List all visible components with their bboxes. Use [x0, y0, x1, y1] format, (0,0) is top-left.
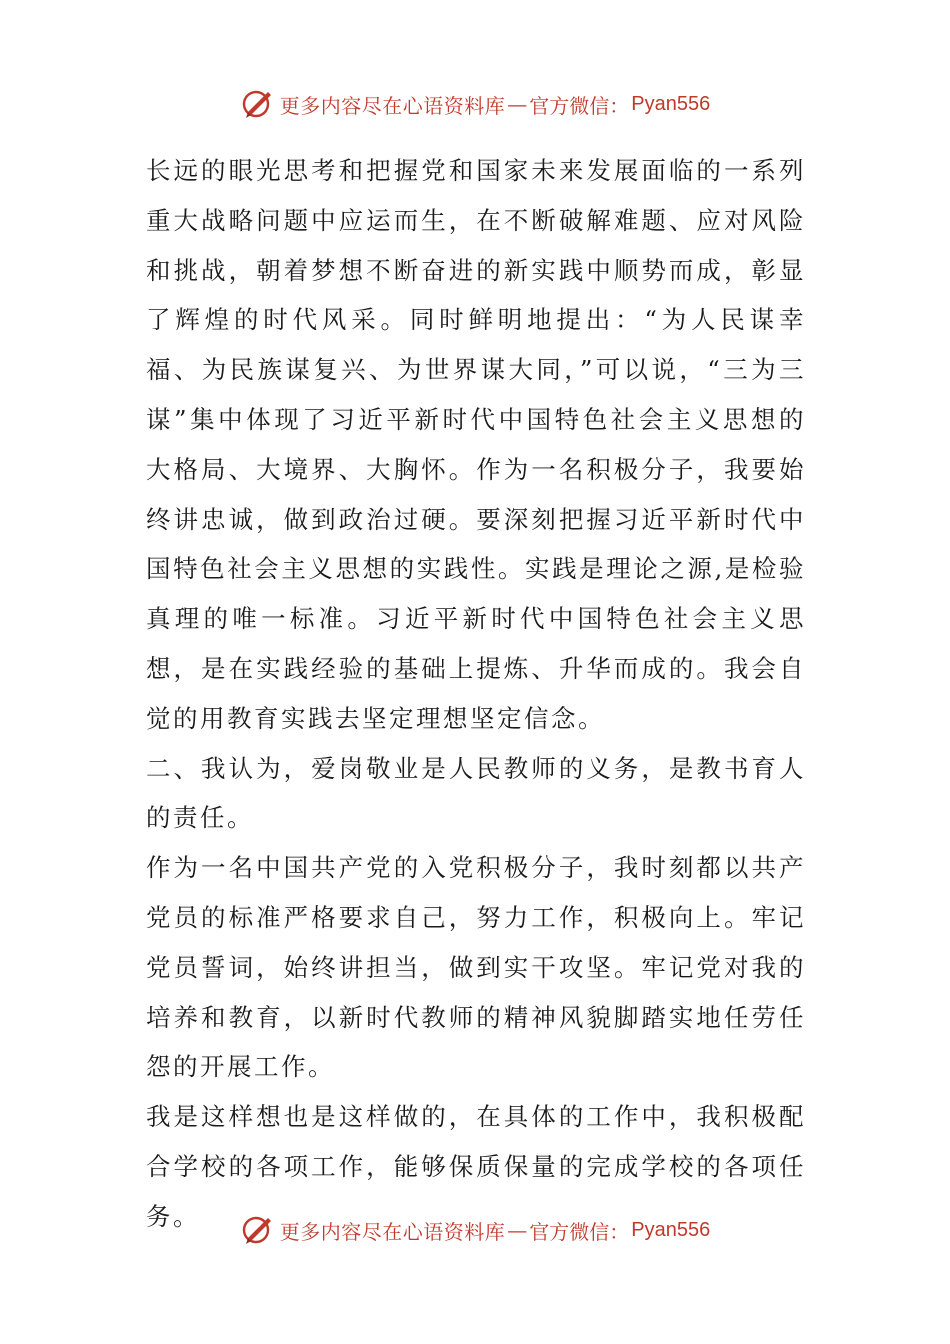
header-slogan: 更多内容尽在心语资料库 — [279, 93, 506, 118]
pen-circle-logo-icon — [240, 1212, 276, 1248]
header-wechat-label: 官方微信： — [529, 93, 630, 118]
header-banner — [0, 84, 950, 124]
footer-banner — [0, 1210, 950, 1250]
paragraph-4: 我是这样想也是这样做的，在具体的工作中，我积极配合学校的各项工作，能够保质保量的完成学校的各项任务。 — [146, 1102, 806, 1231]
document-body — [146, 146, 806, 1242]
footer-wechat-id: Pyan556 — [631, 1218, 711, 1241]
header-dash: — — [507, 92, 528, 116]
paragraph-2: 二、我认为，爱岗敬业是人民教师的义务，是教书育人的责任。 — [146, 753, 806, 833]
header-wechat-id: Pyan556 — [631, 92, 711, 115]
paragraph-3: 作为一名中国共产党的入党积极分子，我时刻都以共产党员的标准严格要求自己，努力工作，积极向上。牢记党员誓词，始终讲担当，做到实干攻坚。牢记党对我的培养和教育，以新时代教师的精神风貌脚踏实地任劳任怨的开展工作。 — [146, 853, 806, 1082]
footer-dash: — — [507, 1218, 528, 1242]
footer-wechat-label: 官方微信： — [529, 1219, 630, 1244]
paragraph-1: 长远的眼光思考和把握党和国家未来发展面临的一系列重大战略问题中应运而生，在不断破解难题、应对风险和挑战，朝着梦想不断奋进的新实践中顺势而成，彰显了辉煌的时代风采。同时鲜明地提出：“为人民谋幸福、为民族谋复兴、为世界谋大同，”可以说，“三为三谋”集中体现了习近平新时代中国特色社会主义思想的大格局、大境界、大胸怀。作为一名积极分子，我要始终讲忠诚，做到政治过硬。要深刻把握习近平新时代中国特色社会主义思想的实践性。实践是理论之源,是检验真理的唯一标准。习近平新时代中国特色社会主义思想，是在实践经验的基础上提炼、升华而成的。我会自觉的用教育实践去坚定理想坚定信念。 — [146, 156, 806, 733]
pen-circle-logo-icon — [240, 86, 276, 122]
footer-slogan: 更多内容尽在心语资料库 — [279, 1219, 506, 1244]
